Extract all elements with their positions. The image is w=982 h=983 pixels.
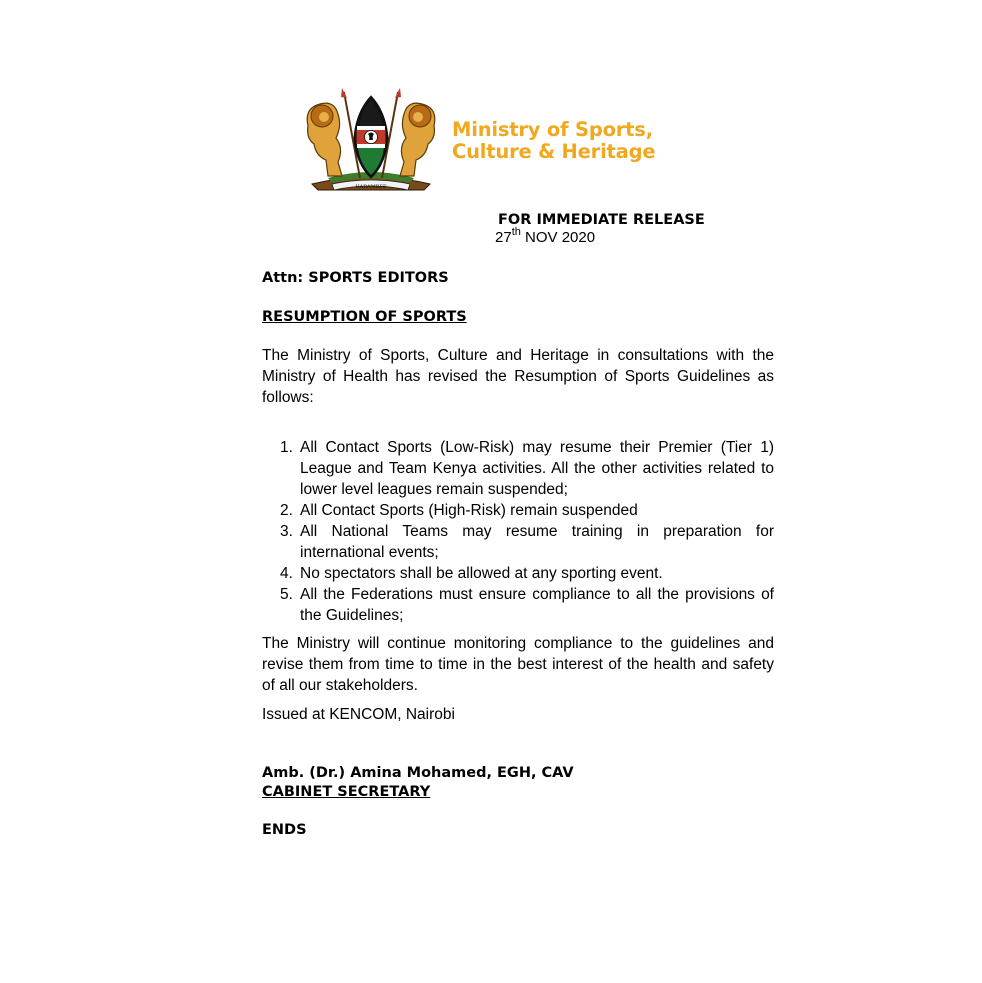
release-date-day: 27 xyxy=(495,229,512,246)
signatory-name: Amb. (Dr.) Amina Mohamed, EGH, CAV xyxy=(262,765,574,781)
ministry-name xyxy=(452,119,655,163)
list-item xyxy=(262,584,774,626)
list-item-number: 1. xyxy=(280,439,293,456)
list-item xyxy=(262,521,774,563)
guidelines-list xyxy=(262,437,774,626)
list-item-text: All the Federations must ensure compliance to all the provisions of the Guidelines; xyxy=(300,586,774,624)
list-item-number: 4. xyxy=(280,565,293,582)
list-item-number: 2. xyxy=(280,502,293,519)
release-date-suffix: th xyxy=(511,226,521,238)
attention-line: Attn: SPORTS EDITORS xyxy=(262,270,449,286)
ends-marker: ENDS xyxy=(262,822,307,838)
list-item-text: All National Teams may resume training in preparation for international events; xyxy=(300,523,774,561)
release-date-rest: NOV 2020 xyxy=(520,229,596,246)
issued-location: Issued at KENCOM, Nairobi xyxy=(262,706,455,723)
release-info xyxy=(495,211,705,247)
coat-motto: HARAMBEE xyxy=(355,184,387,190)
document-heading: RESUMPTION OF SPORTS xyxy=(262,309,467,325)
list-item xyxy=(262,437,774,500)
list-item-number: 3. xyxy=(280,523,293,540)
letterhead xyxy=(298,86,718,196)
closing-paragraph: The Ministry will continue monitoring compliance to the guidelines and revise them from time to time in the best interest of the health and safety of all our stakeholders. xyxy=(262,635,774,694)
intro-paragraph: The Ministry of Sports, Culture and Heritage in consultations with the Ministry of Health has revised the Resumption of Sports Guidelines as follows: xyxy=(262,347,774,406)
ministry-name-line2: Culture & Heritage xyxy=(452,140,656,163)
release-date xyxy=(495,226,705,247)
ministry-name-line1: Ministry of Sports, xyxy=(452,118,653,141)
list-item xyxy=(262,500,774,521)
list-item-number: 5. xyxy=(280,586,293,603)
signatory-title: CABINET SECRETARY xyxy=(262,784,431,800)
list-item-text: No spectators shall be allowed at any sporting event. xyxy=(300,565,663,582)
list-item-text: All Contact Sports (Low-Risk) may resume their Premier (Tier 1) League and Team Kenya activities. All the other activities related to lower level leagues remain suspended; xyxy=(300,439,774,498)
list-item-text: All Contact Sports (High-Risk) remain suspended xyxy=(300,502,638,519)
release-title: FOR IMMEDIATE RELEASE xyxy=(498,212,705,228)
kenya-coat-of-arms-icon xyxy=(298,86,444,192)
list-item xyxy=(262,563,774,584)
